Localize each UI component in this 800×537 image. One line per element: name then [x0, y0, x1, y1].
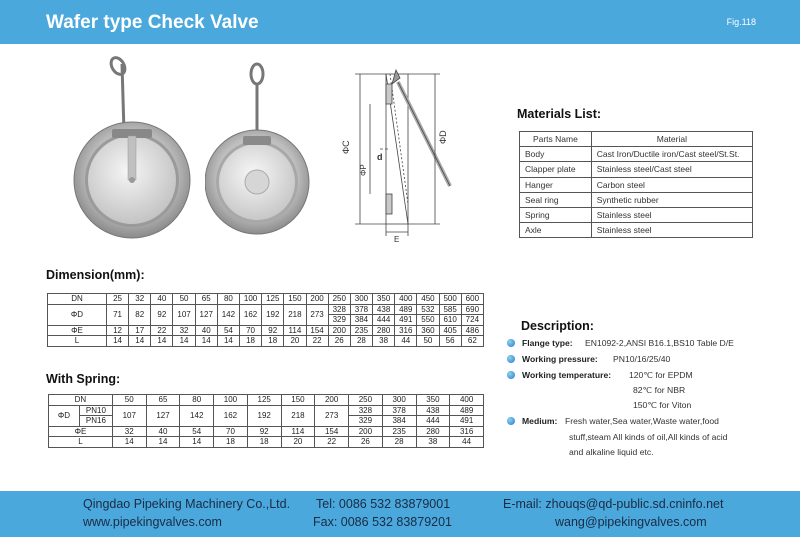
- l-row: [48, 336, 484, 347]
- table-cell: 14: [151, 336, 173, 347]
- table-cell: 400: [395, 294, 417, 305]
- description-title: Description:: [521, 319, 594, 333]
- temperature-label: Working temperature:: [522, 370, 612, 380]
- medium-line-2: stuff,steam All kinds of oil,All kinds of acid: [569, 432, 728, 442]
- table-cell: 18: [262, 336, 284, 347]
- pn10-label: PN10: [79, 405, 112, 416]
- materials-row: [520, 207, 753, 222]
- table-cell: 12: [106, 325, 128, 336]
- table-cell: 14: [146, 437, 180, 448]
- materials-row: [520, 223, 753, 238]
- table-cell: 550: [417, 315, 439, 326]
- table-cell: 38: [416, 437, 450, 448]
- materials-row: [520, 177, 753, 192]
- table-cell: 80: [217, 294, 239, 305]
- page-title: Wafer type Check Valve: [46, 12, 259, 33]
- table-cell: 14: [180, 437, 214, 448]
- table-cell: 82: [129, 304, 151, 325]
- table-cell: 192: [262, 304, 284, 325]
- table-cell: 20: [284, 336, 306, 347]
- table-cell: 26: [328, 336, 350, 347]
- table-cell: 50: [112, 395, 146, 406]
- table-cell: 316: [450, 426, 484, 437]
- header-bar: [0, 0, 800, 44]
- table-cell: 162: [239, 304, 261, 325]
- table-cell: 125: [247, 395, 281, 406]
- table-cell: 114: [284, 325, 306, 336]
- spring-dn-row: [49, 395, 484, 406]
- table-cell: 360: [417, 325, 439, 336]
- table-cell: 26: [349, 437, 383, 448]
- table-cell: 280: [373, 325, 395, 336]
- table-cell: 200: [349, 426, 383, 437]
- table-cell: 50: [173, 294, 195, 305]
- table-cell: 384: [350, 315, 372, 326]
- material-value: Stainless steel: [591, 207, 752, 222]
- table-cell: 18: [239, 336, 261, 347]
- d-row-top: [48, 304, 484, 315]
- table-cell: 192: [247, 405, 281, 426]
- table-cell: 65: [146, 395, 180, 406]
- website-link[interactable]: www.pipekingvalves.com: [83, 515, 222, 529]
- table-cell: 600: [461, 294, 483, 305]
- table-cell: 100: [214, 395, 248, 406]
- table-cell: 127: [146, 405, 180, 426]
- table-cell: 438: [416, 405, 450, 416]
- table-cell: 273: [315, 405, 349, 426]
- table-cell: 80: [180, 395, 214, 406]
- spring-e-row: [49, 426, 484, 437]
- dim-label-d: ΦD: [438, 130, 448, 144]
- table-cell: 22: [151, 325, 173, 336]
- table-cell: 328: [328, 304, 350, 315]
- footer-bar: [0, 491, 800, 537]
- table-cell: 71: [106, 304, 128, 325]
- temperature-viton: 150℃ for Viton: [633, 400, 692, 410]
- dim-label-e: E: [394, 235, 400, 244]
- dim-label-c: ΦC: [341, 140, 351, 154]
- email-2[interactable]: wang@pipekingvalves.com: [555, 515, 707, 529]
- table-cell: 300: [382, 395, 416, 406]
- table-cell: 70: [239, 325, 261, 336]
- cross-section-drawing: [340, 64, 470, 244]
- table-cell: 40: [146, 426, 180, 437]
- table-cell: 18: [247, 437, 281, 448]
- table-cell: 38: [373, 336, 395, 347]
- table-cell: 32: [173, 325, 195, 336]
- table-cell: 100: [239, 294, 261, 305]
- bullet-icon: [507, 355, 515, 363]
- table-cell: 14: [173, 336, 195, 347]
- flange-value: EN1092-2,ANSI B16.1,BS10 Table D/E: [585, 338, 734, 348]
- table-cell: 235: [382, 426, 416, 437]
- spring-l-row: [49, 437, 484, 448]
- table-cell: 444: [416, 416, 450, 427]
- dim-label-p: ΦP: [359, 164, 368, 176]
- table-cell: 18: [214, 437, 248, 448]
- table-cell: 65: [195, 294, 217, 305]
- bullet-icon: [507, 417, 515, 425]
- valve-back-photo: [205, 60, 315, 240]
- bullet-icon: [507, 371, 515, 379]
- table-cell: 300: [350, 294, 372, 305]
- table-cell: 316: [395, 325, 417, 336]
- medium-line-1: Fresh water,Sea water,Waste water,food: [565, 416, 719, 426]
- table-cell: 328: [349, 405, 383, 416]
- row-header: DN: [48, 294, 107, 305]
- table-cell: 114: [281, 426, 315, 437]
- table-cell: 235: [350, 325, 372, 336]
- materials-header-row: [520, 132, 753, 147]
- table-cell: 22: [315, 437, 349, 448]
- company-name: Qingdao Pipeking Machinery Co.,Ltd.: [83, 497, 291, 511]
- table-cell: 154: [306, 325, 328, 336]
- table-cell: 40: [151, 294, 173, 305]
- row-header: L: [48, 336, 107, 347]
- table-cell: 50: [417, 336, 439, 347]
- bullet-icon: [507, 339, 515, 347]
- table-cell: 14: [195, 336, 217, 347]
- table-cell: 405: [439, 325, 461, 336]
- table-cell: 28: [382, 437, 416, 448]
- table-cell: 150: [281, 395, 315, 406]
- table-cell: 350: [373, 294, 395, 305]
- table-cell: 585: [439, 304, 461, 315]
- row-header: ΦD: [49, 405, 80, 426]
- pressure-label: Working pressure:: [522, 354, 598, 364]
- table-cell: 32: [112, 426, 146, 437]
- table-cell: 400: [450, 395, 484, 406]
- table-cell: 218: [284, 304, 306, 325]
- table-cell: 200: [315, 395, 349, 406]
- table-cell: 142: [217, 304, 239, 325]
- figure-number: Fig.118: [726, 17, 756, 27]
- table-cell: 532: [417, 304, 439, 315]
- table-cell: 14: [129, 336, 151, 347]
- table-cell: 125: [262, 294, 284, 305]
- materials-row: [520, 192, 753, 207]
- dimension-table: [47, 293, 484, 347]
- table-cell: 154: [315, 426, 349, 437]
- table-cell: 25: [106, 294, 128, 305]
- materials-title: Materials List:: [517, 107, 602, 121]
- table-cell: 17: [129, 325, 151, 336]
- table-cell: 329: [349, 416, 383, 427]
- table-cell: 200: [306, 294, 328, 305]
- part-name: Clapper plate: [520, 162, 592, 177]
- table-cell: 610: [439, 315, 461, 326]
- table-cell: 450: [417, 294, 439, 305]
- dimension-title: Dimension(mm):: [46, 268, 145, 282]
- table-cell: 22: [306, 336, 328, 347]
- table-cell: 384: [382, 416, 416, 427]
- table-cell: 54: [180, 426, 214, 437]
- pn16-label: PN16: [79, 416, 112, 427]
- spring-table: [48, 394, 484, 448]
- row-header: DN: [49, 395, 113, 406]
- fax: Fax: 0086 532 83879201: [313, 515, 453, 529]
- table-cell: 444: [373, 315, 395, 326]
- table-cell: 92: [247, 426, 281, 437]
- table-cell: 350: [416, 395, 450, 406]
- material-value: Cast Iron/Ductile iron/Cast steel/St.St.: [591, 147, 752, 162]
- table-cell: 54: [217, 325, 239, 336]
- table-cell: 14: [217, 336, 239, 347]
- material-value: Carbon steel: [591, 177, 752, 192]
- materials-row: [520, 162, 753, 177]
- table-cell: 127: [195, 304, 217, 325]
- table-cell: 500: [439, 294, 461, 305]
- spring-title: With Spring:: [46, 372, 121, 386]
- table-cell: 14: [106, 336, 128, 347]
- table-cell: 92: [262, 325, 284, 336]
- table-cell: 491: [450, 416, 484, 427]
- temperature-epdm: 120℃ for EPDM: [629, 370, 693, 380]
- table-cell: 489: [395, 304, 417, 315]
- dim-label-d-small: d: [377, 152, 383, 162]
- material-value: Stainless steel/Cast steel: [591, 162, 752, 177]
- telephone: Tel: 0086 532 83879001: [316, 497, 451, 511]
- table-cell: 280: [416, 426, 450, 437]
- table-cell: 378: [350, 304, 372, 315]
- part-name: Body: [520, 147, 592, 162]
- flange-label: Flange type:: [522, 338, 573, 348]
- materials-table: [519, 131, 753, 238]
- table-cell: 107: [173, 304, 195, 325]
- medium-line-3: and alkaline liquid etc.: [569, 447, 654, 457]
- material-value: Stainless steel: [591, 223, 752, 238]
- table-cell: 162: [214, 405, 248, 426]
- pressure-value: PN10/16/25/40: [613, 354, 671, 364]
- e-row: [48, 325, 484, 336]
- column-header: Material: [591, 132, 752, 147]
- table-cell: 14: [112, 437, 146, 448]
- part-name: Spring: [520, 207, 592, 222]
- table-cell: 28: [350, 336, 372, 347]
- table-cell: 44: [395, 336, 417, 347]
- table-cell: 56: [439, 336, 461, 347]
- materials-row: [520, 147, 753, 162]
- part-name: Seal ring: [520, 192, 592, 207]
- column-header: Parts Name: [520, 132, 592, 147]
- table-cell: 489: [450, 405, 484, 416]
- table-cell: 486: [461, 325, 483, 336]
- valve-front-photo: [72, 52, 192, 242]
- table-cell: 438: [373, 304, 395, 315]
- table-cell: 200: [328, 325, 350, 336]
- temperature-nbr: 82℃ for NBR: [633, 385, 686, 395]
- table-cell: 218: [281, 405, 315, 426]
- table-cell: 70: [214, 426, 248, 437]
- table-cell: 690: [461, 304, 483, 315]
- row-header: ΦE: [48, 325, 107, 336]
- part-name: Axle: [520, 223, 592, 238]
- table-cell: 250: [349, 395, 383, 406]
- table-cell: 329: [328, 315, 350, 326]
- table-cell: 273: [306, 304, 328, 325]
- table-cell: 378: [382, 405, 416, 416]
- table-cell: 62: [461, 336, 483, 347]
- table-cell: 32: [129, 294, 151, 305]
- medium-label: Medium:: [522, 416, 558, 426]
- material-value: Synthetic rubber: [591, 192, 752, 207]
- table-cell: 150: [284, 294, 306, 305]
- email-1[interactable]: E-mail: zhouqs@qd-public.sd.cninfo.net: [503, 497, 724, 511]
- spring-d-row-top: [49, 405, 484, 416]
- table-cell: 142: [180, 405, 214, 426]
- table-cell: 40: [195, 325, 217, 336]
- table-cell: 107: [112, 405, 146, 426]
- table-cell: 250: [328, 294, 350, 305]
- table-cell: 20: [281, 437, 315, 448]
- dn-row: [48, 294, 484, 305]
- table-cell: 92: [151, 304, 173, 325]
- table-cell: 491: [395, 315, 417, 326]
- row-header: L: [49, 437, 113, 448]
- table-cell: 724: [461, 315, 483, 326]
- table-cell: 44: [450, 437, 484, 448]
- row-header: ΦD: [48, 304, 107, 325]
- row-header: ΦE: [49, 426, 113, 437]
- part-name: Hanger: [520, 177, 592, 192]
